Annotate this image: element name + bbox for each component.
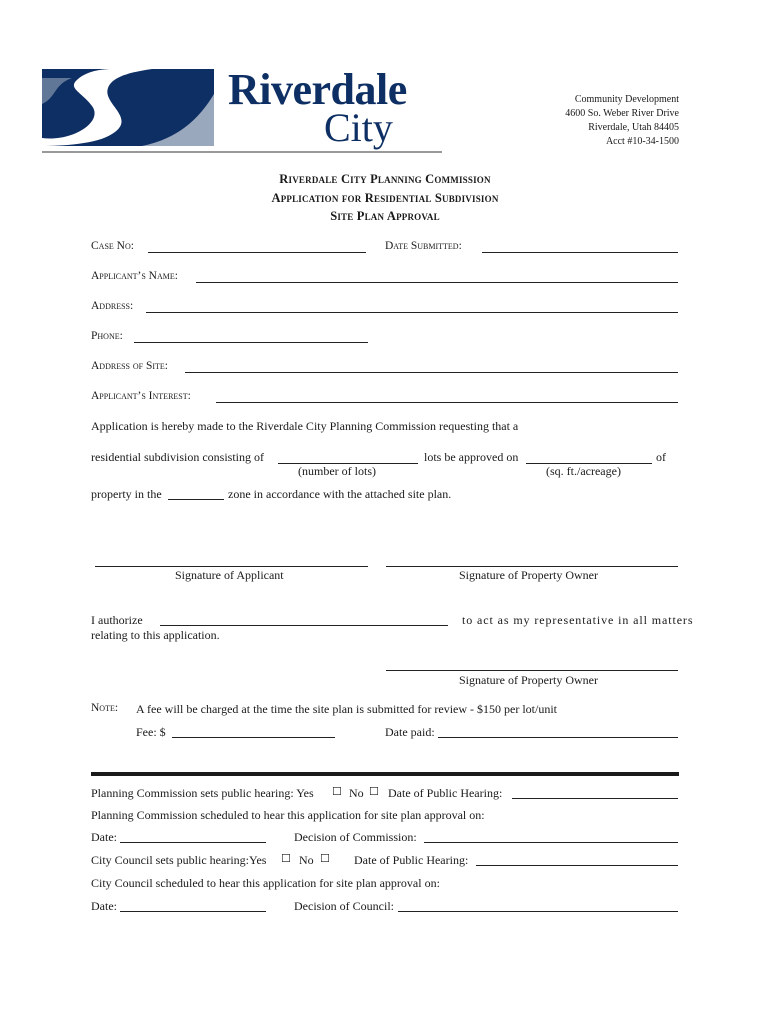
- fee-label: Fee: $: [136, 725, 166, 739]
- decision-council-field[interactable]: [398, 911, 678, 912]
- address-field[interactable]: [146, 312, 678, 313]
- authorize-text-c: relating to this application.: [91, 628, 220, 642]
- case-no-label: Case No:: [91, 240, 134, 252]
- cc-hearing-label: City Council sets public hearing:Yes: [91, 853, 267, 867]
- address-line: Community Development: [574, 94, 679, 105]
- pc-hearing-label: Planning Commission sets public hearing: Yes: [91, 786, 314, 800]
- pc-date-of-hearing-label: Date of Public Hearing:: [388, 786, 503, 800]
- pc-yes-checkbox[interactable]: ☐: [332, 785, 342, 798]
- address-of-site-field[interactable]: [185, 372, 678, 373]
- decision-commission-label: Decision of Commission:: [294, 830, 417, 844]
- address-line: Acct #10-34-1500: [605, 136, 679, 147]
- section-divider: [91, 772, 679, 776]
- representative-field[interactable]: [160, 625, 448, 626]
- applicant-signature-label: Signature of Applicant: [175, 568, 284, 582]
- date-paid-label: Date paid:: [385, 725, 435, 739]
- date-submitted-field[interactable]: [482, 252, 678, 253]
- phone-label: Phone:: [91, 330, 123, 342]
- area-hint: (sq. ft./acreage): [546, 464, 621, 478]
- decision-commission-field[interactable]: [424, 842, 678, 843]
- title-line-1: Riverdale City Planning Commission: [279, 172, 491, 186]
- authorize-text-b: to act as my representative in all matters: [462, 613, 694, 627]
- logo-word-riverdale: Riverdale: [228, 65, 407, 114]
- cc-date-of-hearing-field[interactable]: [476, 865, 678, 866]
- address-of-site-label: Address of Site:: [91, 360, 168, 372]
- fee-field[interactable]: [172, 737, 335, 738]
- zone-text-b: zone in accordance with the attached site plan.: [228, 487, 452, 501]
- form-title: [135, 170, 635, 226]
- cc-date-of-hearing-label: Date of Public Hearing:: [354, 853, 469, 867]
- case-no-field[interactable]: [148, 252, 366, 253]
- owner-signature-label: Signature of Property Owner: [459, 568, 598, 582]
- cc-no-label: No: [299, 853, 314, 867]
- owner-signature-line[interactable]: [386, 566, 678, 567]
- note-label: Note:: [91, 702, 119, 714]
- date-paid-field[interactable]: [438, 737, 678, 738]
- applicants-interest-label: Applicant’s Interest:: [91, 390, 191, 402]
- cc-scheduled-text: City Council scheduled to hear this application for site plan approval on:: [91, 876, 440, 890]
- logo-word-city: City: [324, 105, 393, 150]
- address-line: 4600 So. Weber River Drive: [565, 108, 679, 119]
- riverdale-city-logo: [42, 64, 442, 154]
- phone-field[interactable]: [134, 342, 368, 343]
- subdivision-text-a: residential subdivision consisting of: [91, 450, 264, 464]
- title-line-3: Site Plan Approval: [330, 209, 440, 223]
- pc-no-label: No: [349, 786, 364, 800]
- note-text: A fee will be charged at the time the site plan is submitted for review - $150 per lot/unit: [136, 702, 558, 716]
- subdivision-text-c: of: [656, 450, 666, 464]
- address-label: Address:: [91, 300, 134, 312]
- applicant-signature-line[interactable]: [95, 566, 368, 567]
- intro-text: Application is hereby made to the Riverdale City Planning Commission requesting that a: [91, 419, 519, 433]
- pc-date-of-hearing-field[interactable]: [512, 798, 678, 799]
- decision-council-label: Decision of Council:: [294, 899, 394, 913]
- cc-date-field[interactable]: [120, 911, 266, 912]
- applicants-interest-field[interactable]: [216, 402, 678, 403]
- subdivision-text-b: lots be approved on: [424, 450, 519, 464]
- cc-no-checkbox[interactable]: ☐: [320, 852, 330, 865]
- title-line-2: Application for Residential Subdivision: [271, 190, 499, 205]
- office-address: [479, 93, 679, 149]
- owner-signature-label-2: Signature of Property Owner: [459, 673, 598, 687]
- pc-date-field[interactable]: [120, 842, 266, 843]
- cc-yes-checkbox[interactable]: ☐: [281, 852, 291, 865]
- pc-scheduled-text: Planning Commission scheduled to hear this application for site plan approval on:: [91, 808, 485, 822]
- authorize-text-a: I authorize: [91, 613, 143, 627]
- number-of-lots-hint: (number of lots): [298, 464, 376, 478]
- cc-date-label: Date:: [91, 899, 117, 913]
- address-line: Riverdale, Utah 84405: [588, 122, 679, 133]
- date-submitted-label: Date Submitted:: [385, 240, 462, 252]
- applicant-name-label: Applicant’s Name:: [91, 270, 178, 282]
- zone-field[interactable]: [168, 499, 224, 500]
- pc-no-checkbox[interactable]: ☐: [369, 785, 379, 798]
- applicant-name-field[interactable]: [196, 282, 678, 283]
- owner-signature-line-2[interactable]: [386, 670, 678, 671]
- zone-text-a: property in the: [91, 487, 162, 501]
- pc-date-label: Date:: [91, 830, 117, 844]
